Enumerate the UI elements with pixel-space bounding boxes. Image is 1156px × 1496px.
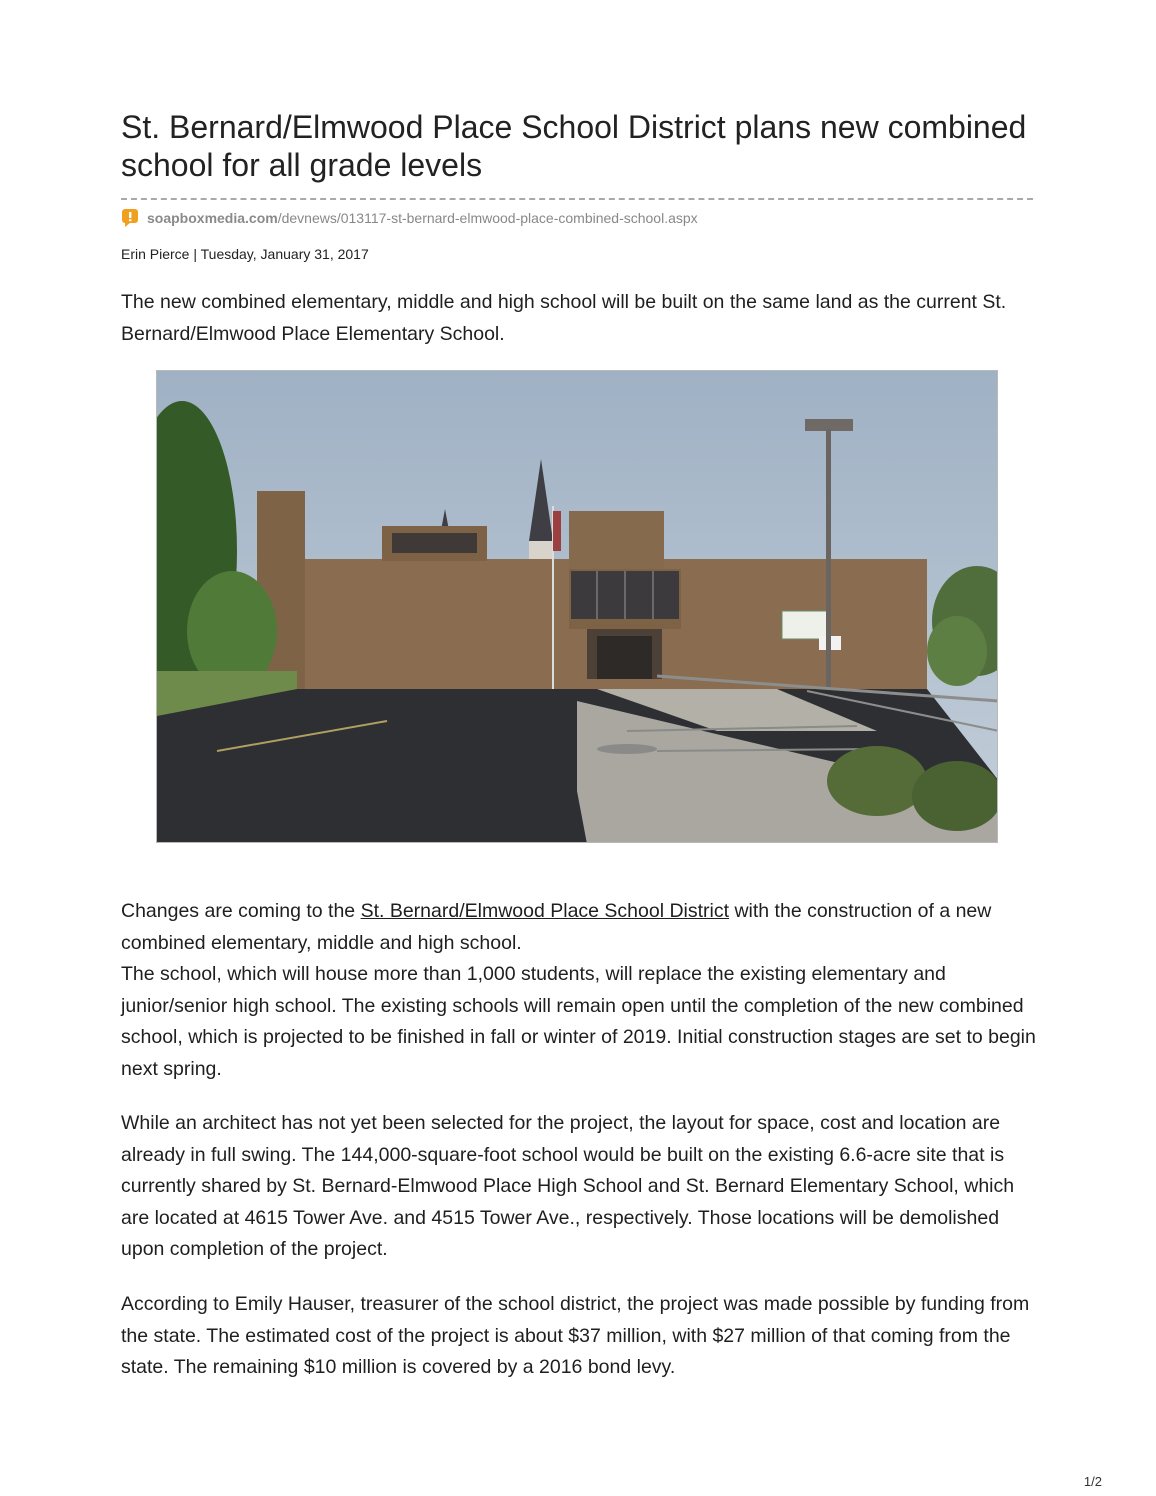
article-title: St. Bernard/Elmwood Place School District plans new combined school for all grade levels	[121, 109, 1027, 183]
source-bookmark-icon	[121, 208, 141, 228]
school-district-link[interactable]: St. Bernard/Elmwood Place School District	[360, 900, 730, 922]
byline: Erin Pierce | Tuesday, January 31, 2017	[121, 246, 369, 262]
body-paragraph-1	[121, 896, 1036, 1085]
body-paragraph-3: According to Emily Hauser, treasurer of the school district, the project was made possible by funding from the state. The estimated cost of the project is about $37 million, with $27 million of that coming from the state. The remaining $10 million is covered by a 2016 bond levy.	[121, 1293, 1030, 1378]
p1-text-before-link: Changes are coming to the	[121, 900, 361, 922]
p1-second-sentence-block: The school, which will house more than 1,000 students, will replace the existing elementary and junior/senior high school. The existing schools will remain open until the completion of the new combined school, which is projected to be finished in fall or winter of 2019. Initial construction stages are set to begin next spring.	[121, 963, 1036, 1080]
title-divider	[121, 198, 1033, 200]
source-domain: soapboxmedia.com	[147, 210, 278, 226]
page-number: 1/2	[1083, 1474, 1102, 1489]
source-line[interactable]	[121, 207, 698, 229]
body-paragraph-2: While an architect has not yet been selected for the project, the layout for space, cost and location are already in full swing. The 144,000-square-foot school would be built on the existing 6.6-acre site that is currently shared by St. Bernard-Elmwood Place High School and St. Bernard Elementary School, which are located at 4615 Tower Ave. and 4515 Tower Ave., respectively. Those locations will be demolished upon completion of the project.	[121, 1112, 1015, 1260]
p1-text-after-link: with the construction of a new combined elementary, middle and high school.	[121, 900, 992, 954]
intro-paragraph: The new combined elementary, middle and high school will be built on the same land as the current St. Bernard/Elmwood Place Elementary School.	[121, 291, 1007, 345]
photo-illustration	[157, 371, 998, 843]
source-path: /devnews/013117-st-bernard-elmwood-place-combined-school.aspx	[277, 210, 698, 226]
school-building-photo	[156, 370, 998, 843]
